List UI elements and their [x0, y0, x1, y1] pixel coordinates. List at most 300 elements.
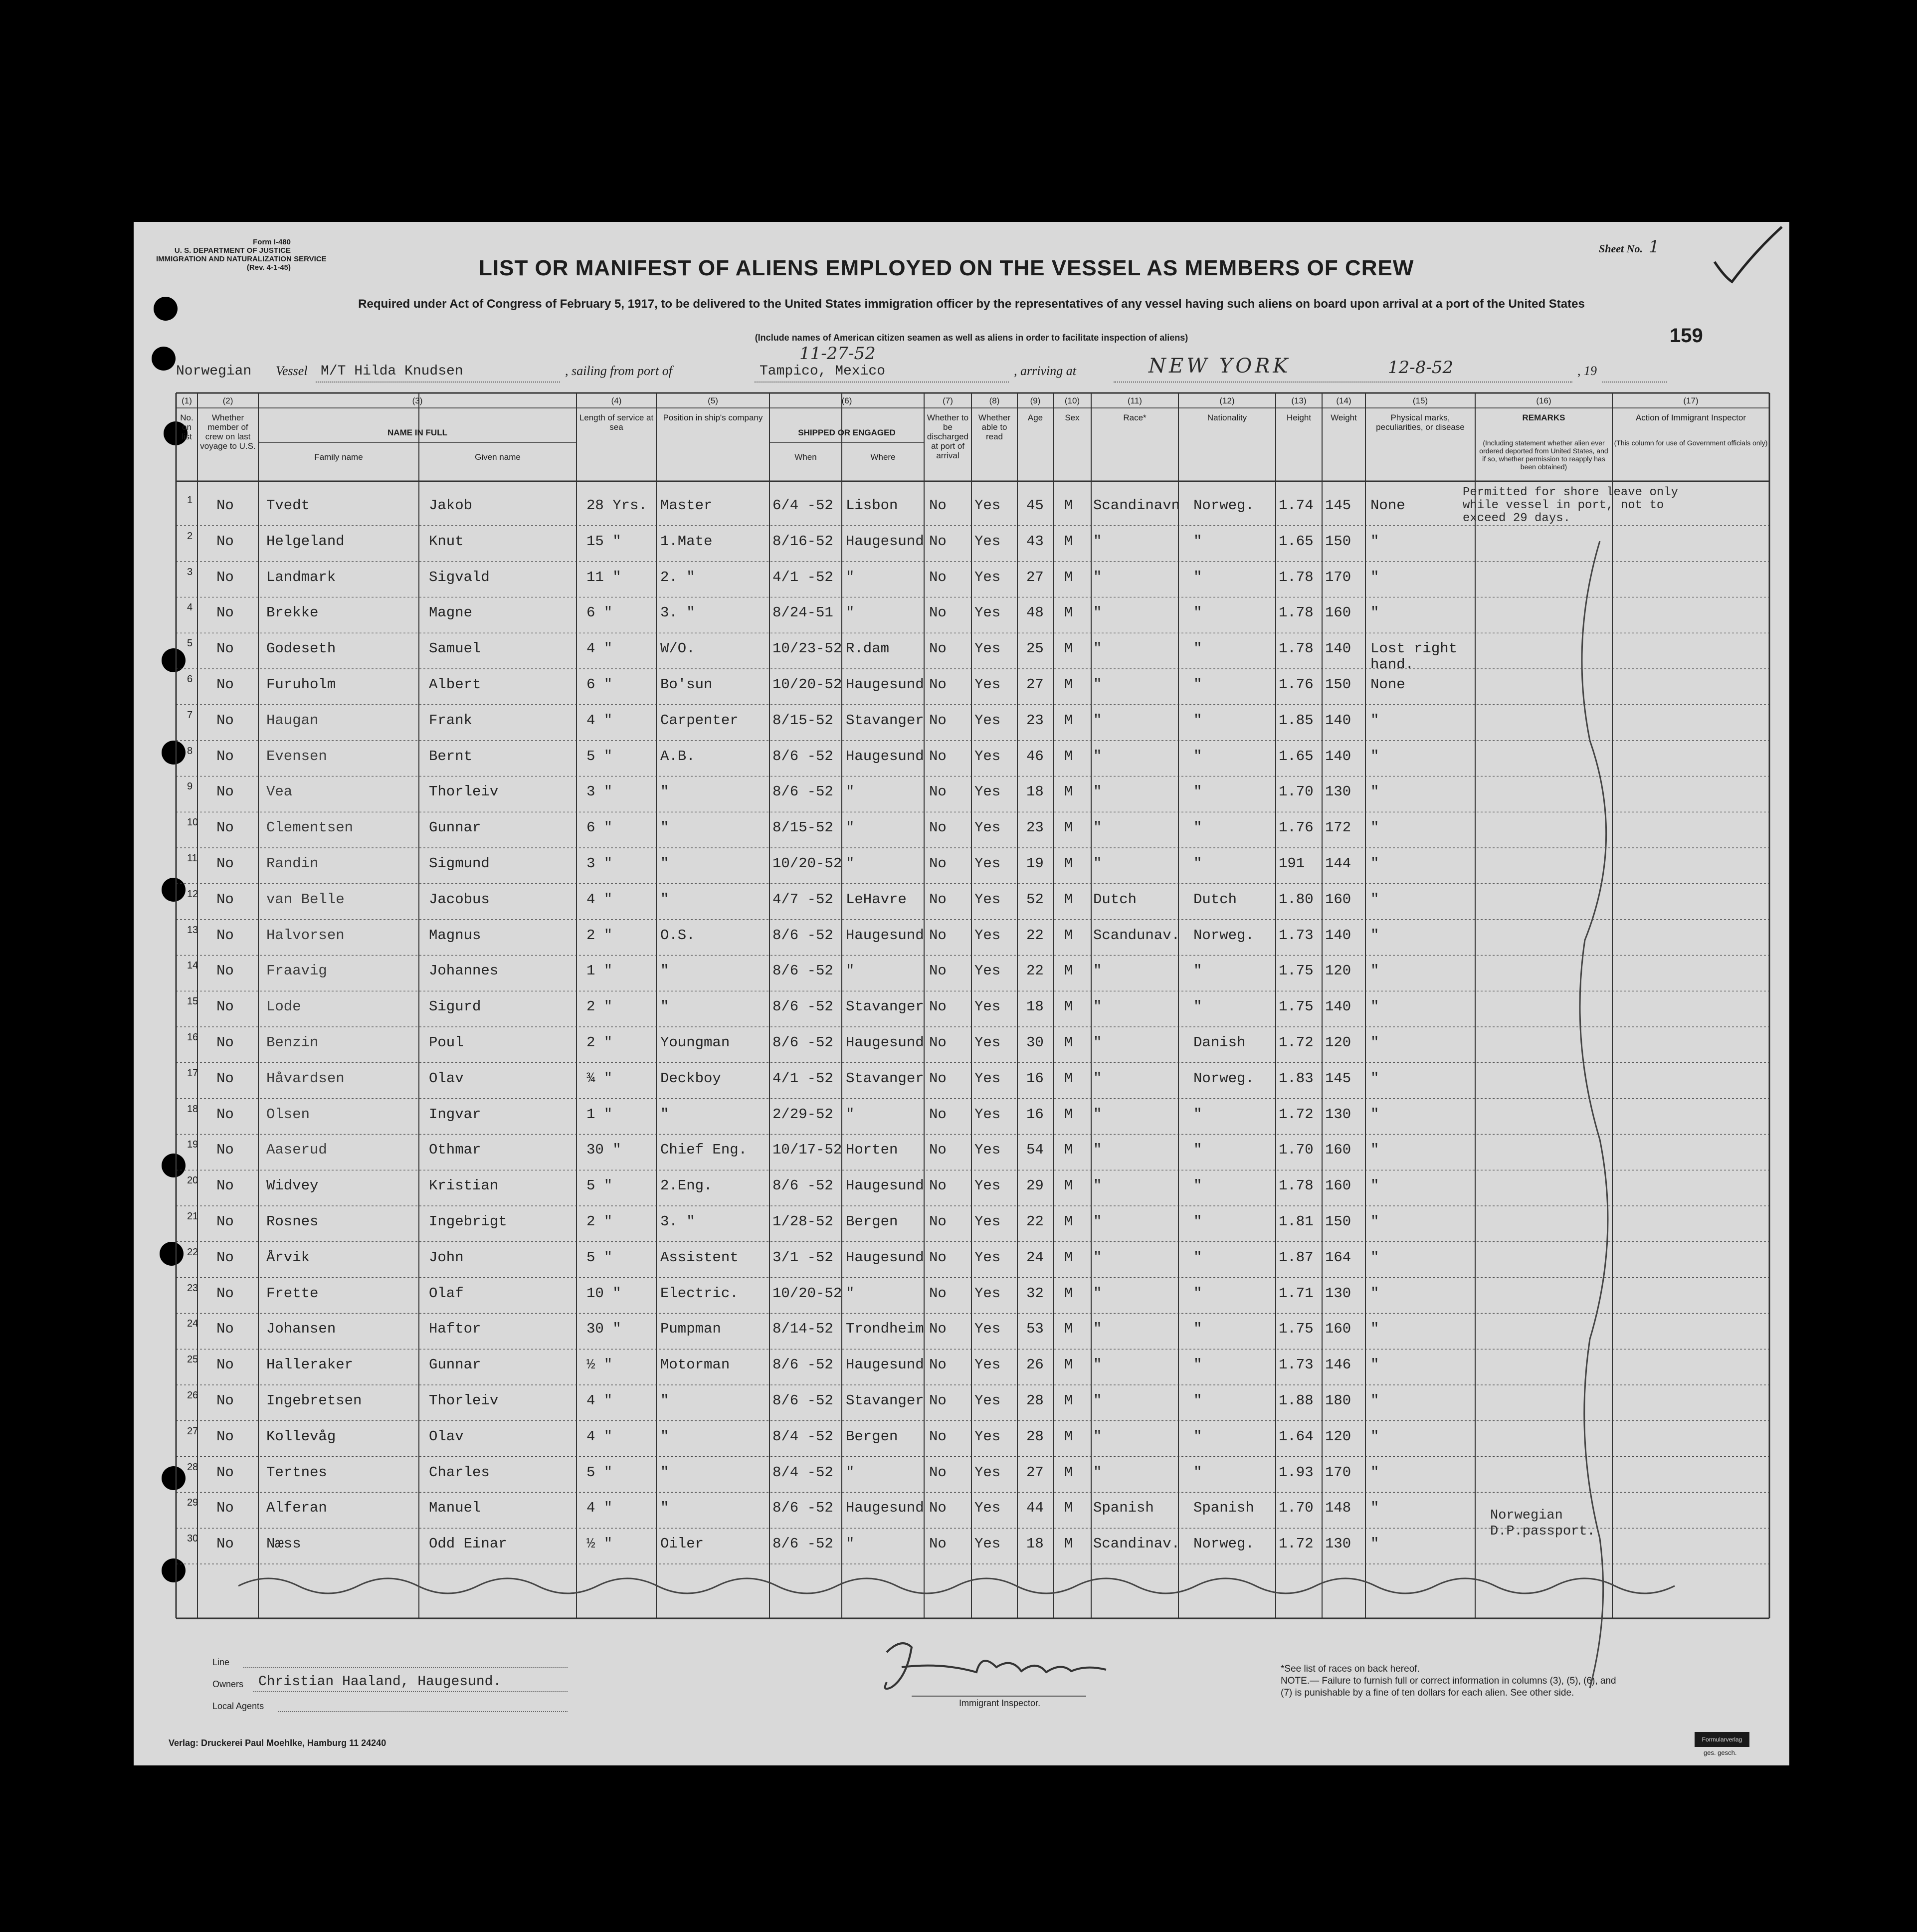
cell-service: 11 " [586, 569, 621, 585]
row-number: 2 [187, 530, 193, 542]
cell-race: " [1093, 1428, 1102, 1445]
vessel-label: Vessel [276, 364, 308, 378]
cell-when: 2/29-52 [772, 1106, 833, 1123]
cell-disch: No [929, 604, 947, 621]
cell-crew: No [216, 927, 234, 944]
cell-where: Haugesund [846, 533, 924, 550]
column-header: Nationality [1207, 413, 1247, 422]
cell-crew: No [216, 748, 234, 765]
cell-when: 10/17-52 [772, 1142, 842, 1159]
row-number: 23 [187, 1282, 198, 1294]
cell-crew: No [216, 1428, 234, 1445]
cell-age: 24 [1026, 1249, 1044, 1266]
cell-age: 18 [1026, 783, 1044, 800]
cell-sex: M [1064, 819, 1073, 836]
table-row [134, 996, 1789, 1035]
year-label: , 19 [1577, 364, 1597, 378]
row-number: 12 [187, 888, 198, 900]
cell-height: 1.70 [1279, 1142, 1314, 1159]
table-row [134, 1246, 1789, 1286]
cell-marks: Lost right hand. [1370, 640, 1458, 673]
check-mark-icon [1710, 222, 1784, 292]
cell-height: 191 [1279, 855, 1305, 872]
cell-sex: M [1064, 998, 1073, 1015]
cell-family: Brekke [266, 604, 319, 621]
cell-marks: " [1370, 783, 1379, 800]
cell-service: 6 " [586, 819, 613, 836]
cell-position: Deckboy [660, 1070, 721, 1087]
cell-read: Yes [974, 1464, 1001, 1481]
cell-marks: " [1370, 1070, 1379, 1087]
cell-weight: 145 [1325, 497, 1351, 514]
cell-when: 8/6 -52 [772, 1356, 833, 1373]
cell-weight: 130 [1325, 783, 1351, 800]
cell-marks: " [1370, 1142, 1379, 1159]
cell-sex: M [1064, 1070, 1073, 1087]
cell-where: Lisbon [846, 497, 898, 514]
cell-disch: No [929, 855, 947, 872]
cell-disch: No [929, 1285, 947, 1302]
row-number: 11 [187, 853, 197, 864]
cell-sex: M [1064, 533, 1073, 550]
cell-read: Yes [974, 1249, 1001, 1266]
inspector-signature [872, 1632, 1111, 1697]
footer-owners-label: Owners [212, 1679, 244, 1689]
cell-where: Stavanger [846, 1392, 924, 1409]
cell-position: Motorman [660, 1356, 730, 1373]
cell-crew: No [216, 963, 234, 979]
cell-age: 18 [1026, 998, 1044, 1015]
cell-crew: No [216, 1500, 234, 1517]
cell-family: Årvik [266, 1249, 310, 1266]
cell-disch: No [929, 1536, 947, 1552]
cell-service: 15 " [586, 533, 621, 550]
cell-position: " [660, 963, 669, 979]
table-row [134, 530, 1789, 570]
cell-sex: M [1064, 569, 1073, 585]
cell-nat: " [1193, 1142, 1202, 1159]
cell-age: 45 [1026, 497, 1044, 514]
column-header: Whether able to read [978, 413, 1011, 441]
form-number: Form I-480 [253, 238, 291, 246]
cell-nat: " [1193, 676, 1202, 693]
column-header: Physical marks, peculiarities, or disease [1376, 413, 1465, 432]
cell-position: " [660, 1428, 669, 1445]
cell-where: " [846, 604, 855, 621]
cell-marks: " [1370, 1249, 1379, 1266]
cell-weight: 140 [1325, 712, 1351, 729]
cell-service: ½ " [586, 1356, 613, 1373]
row-number: 19 [187, 1139, 198, 1151]
cell-given: Ingebrigt [429, 1213, 507, 1230]
cell-weight: 160 [1325, 1177, 1351, 1194]
cell-nat: " [1193, 963, 1202, 979]
table-row [134, 853, 1789, 892]
stamp-text: Formularverlag [1702, 1736, 1742, 1743]
column-header-detail: (Including statement whether alien ever ordered deported from United States, and if so, whether permission to reapply has been obtained) [1479, 439, 1608, 471]
cell-nat: Norweg. [1193, 1536, 1254, 1552]
cell-disch: No [929, 1428, 947, 1445]
cell-crew: No [216, 1213, 234, 1230]
cell-disch: No [929, 1392, 947, 1409]
form-title: LIST OR MANIFEST OF ALIENS EMPLOYED ON THE VESSEL AS MEMBERS OF CREW [479, 256, 1414, 280]
cell-crew: No [216, 998, 234, 1015]
cell-disch: No [929, 1500, 947, 1517]
cell-age: 30 [1026, 1034, 1044, 1051]
cell-where: " [846, 963, 855, 979]
cell-weight: 130 [1325, 1536, 1351, 1552]
inspector-label: Immigrant Inspector. [959, 1698, 1041, 1708]
revision: (Rev. 4-1-45) [246, 263, 291, 272]
cell-given: Bernt [429, 748, 473, 765]
cell-height: 1.83 [1279, 1070, 1314, 1087]
cell-when: 8/15-52 [772, 712, 833, 729]
column-number: (10) [1064, 396, 1080, 405]
cell-when: 6/4 -52 [772, 497, 833, 514]
cell-when: 8/14-52 [772, 1321, 833, 1338]
cell-position: " [660, 855, 669, 872]
cell-read: Yes [974, 1142, 1001, 1159]
cell-age: 23 [1026, 819, 1044, 836]
arriving-label: , arriving at [1014, 364, 1076, 378]
cell-family: Kollevåg [266, 1428, 336, 1445]
cell-sex: M [1064, 855, 1073, 872]
cell-race: " [1093, 569, 1102, 585]
cell-position: Chief Eng. [660, 1142, 748, 1159]
cell-family: Olsen [266, 1106, 310, 1123]
cell-height: 1.64 [1279, 1428, 1314, 1445]
cell-disch: No [929, 1106, 947, 1123]
cell-service: 4 " [586, 1428, 613, 1445]
cell-read: Yes [974, 1356, 1001, 1373]
cell-race: Spanish [1093, 1500, 1154, 1517]
cell-weight: 140 [1325, 748, 1351, 765]
remark-row-29: Norwegian D.P.passport. [1490, 1508, 1595, 1539]
table-row [134, 924, 1789, 964]
column-header: Sex [1065, 413, 1080, 422]
cell-height: 1.73 [1279, 927, 1314, 944]
cell-marks: " [1370, 1285, 1379, 1302]
column-number: (2) [222, 396, 233, 405]
table-row [134, 1282, 1789, 1322]
cell-marks: " [1370, 1213, 1379, 1230]
column-number: (11) [1128, 396, 1142, 405]
cell-family: Johansen [266, 1321, 336, 1338]
row-number: 25 [187, 1354, 198, 1365]
table-row [134, 1533, 1789, 1572]
cell-race: " [1093, 640, 1102, 657]
cell-position: " [660, 1464, 669, 1481]
table-row [134, 1211, 1789, 1250]
remark-wave-line [1570, 541, 1630, 1818]
cell-weight: 170 [1325, 569, 1351, 585]
cell-marks: " [1370, 998, 1379, 1015]
cell-height: 1.65 [1279, 533, 1314, 550]
cell-nat: Dutch [1193, 891, 1237, 908]
cell-nat: " [1193, 1106, 1202, 1123]
row-number: 18 [187, 1103, 198, 1115]
cell-age: 19 [1026, 855, 1044, 872]
cell-when: 4/1 -52 [772, 1070, 833, 1087]
cell-nat: Norweg. [1193, 927, 1254, 944]
cell-marks: None [1370, 497, 1405, 514]
cell-where: " [846, 1285, 855, 1302]
cell-race: " [1093, 748, 1102, 765]
cell-race: " [1093, 1034, 1102, 1051]
cell-where: Haugesund [846, 1034, 924, 1051]
column-number: (1) [182, 396, 192, 405]
cell-read: Yes [974, 855, 1001, 872]
table-row [134, 1461, 1789, 1501]
cell-given: Magnus [429, 927, 481, 944]
cell-crew: No [216, 533, 234, 550]
cell-marks: " [1370, 569, 1379, 585]
cell-crew: No [216, 1070, 234, 1087]
cell-position: 3. " [660, 1213, 695, 1230]
cell-when: 8/15-52 [772, 819, 833, 836]
cell-nat: " [1193, 569, 1202, 585]
cell-weight: 160 [1325, 604, 1351, 621]
column-number: (3) [412, 396, 423, 405]
cell-age: 32 [1026, 1285, 1044, 1302]
cell-height: 1.70 [1279, 783, 1314, 800]
cell-service: 30 " [586, 1142, 621, 1159]
cell-nat: " [1193, 1321, 1202, 1338]
cell-age: 43 [1026, 533, 1044, 550]
cell-read: Yes [974, 1536, 1001, 1552]
cell-given: Haftor [429, 1321, 481, 1338]
row-number: 17 [187, 1067, 198, 1079]
row-number: 5 [187, 638, 193, 649]
cell-family: Benzin [266, 1034, 319, 1051]
cell-crew: No [216, 640, 234, 657]
cell-read: Yes [974, 497, 1001, 514]
cell-height: 1.78 [1279, 604, 1314, 621]
cell-nat: " [1193, 748, 1202, 765]
form-subtitle: Required under Act of Congress of February 5, 1917, to be delivered to the United States immigration officer by the representatives of any vessel having such aliens on board upon arrival at a port of the United States [358, 297, 1585, 311]
cell-disch: No [929, 1034, 947, 1051]
cell-given: Thorleiv [429, 1392, 499, 1409]
cell-where: Haugesund [846, 676, 924, 693]
table-row [134, 1354, 1789, 1393]
cell-given: Albert [429, 676, 481, 693]
cell-where: " [846, 819, 855, 836]
cell-when: 1/28-52 [772, 1213, 833, 1230]
column-number: (7) [943, 396, 953, 405]
cell-sex: M [1064, 604, 1073, 621]
cell-race: " [1093, 963, 1102, 979]
cell-marks: " [1370, 963, 1379, 979]
cell-nat: " [1193, 640, 1202, 657]
cell-disch: No [929, 783, 947, 800]
cell-height: 1.76 [1279, 676, 1314, 693]
cell-position: " [660, 1500, 669, 1517]
cell-family: Ingebretsen [266, 1392, 362, 1409]
cell-race: Scandinavn [1093, 497, 1180, 514]
cell-family: Evensen [266, 748, 327, 765]
footer-owners: Christian Haaland, Haugesund. [258, 1674, 502, 1690]
cell-weight: 145 [1325, 1070, 1351, 1087]
cell-nat: Spanish [1193, 1500, 1254, 1517]
cell-age: 29 [1026, 1177, 1044, 1194]
cell-race: " [1093, 1213, 1102, 1230]
cell-position: " [660, 1106, 669, 1123]
page-number: 159 [1670, 325, 1703, 347]
cell-read: Yes [974, 533, 1001, 550]
cell-family: Næss [266, 1536, 301, 1552]
cell-given: Knut [429, 533, 464, 550]
cell-sex: M [1064, 640, 1073, 657]
cell-service: 1 " [586, 963, 613, 979]
cell-service: 30 " [586, 1321, 621, 1338]
column-number: (17) [1683, 396, 1699, 405]
sailing-port: Tampico, Mexico [760, 364, 886, 379]
cell-disch: No [929, 927, 947, 944]
cell-race: Scandinav. [1093, 1536, 1180, 1552]
cell-nat: " [1193, 1285, 1202, 1302]
cell-given: Olaf [429, 1285, 464, 1302]
cell-family: Fraavig [266, 963, 327, 979]
cell-weight: 140 [1325, 998, 1351, 1015]
footer-line-label: Line [212, 1657, 230, 1667]
cell-read: Yes [974, 1070, 1001, 1087]
cell-when: 8/6 -52 [772, 783, 833, 800]
note-text: — Failure to furnish full or correct information in columns (3), (5), (6), and (7) is punishable by a fine of ten dollars for each alien. See other side. [1281, 1676, 1616, 1698]
cell-service: 2 " [586, 998, 613, 1015]
cell-service: 2 " [586, 927, 613, 944]
cell-height: 1.78 [1279, 1177, 1314, 1194]
row-number: 30 [187, 1533, 198, 1545]
cell-read: Yes [974, 1321, 1001, 1338]
cell-race: " [1093, 1070, 1102, 1087]
cell-sex: M [1064, 748, 1073, 765]
cell-read: Yes [974, 569, 1001, 585]
cell-nat: Danish [1193, 1034, 1246, 1051]
table-row [134, 1103, 1789, 1143]
cell-position: O.S. [660, 927, 695, 944]
cell-where: Haugesund [846, 1249, 924, 1266]
cell-where: Stavanger [846, 998, 924, 1015]
cell-sex: M [1064, 1106, 1073, 1123]
cell-position: Assistent [660, 1249, 739, 1266]
cell-position: W/O. [660, 640, 695, 657]
cell-read: Yes [974, 963, 1001, 979]
cell-race: " [1093, 1249, 1102, 1266]
cell-marks: " [1370, 855, 1379, 872]
cell-read: Yes [974, 783, 1001, 800]
cell-age: 26 [1026, 1356, 1044, 1373]
column-header: Action of Immigrant Inspector [1635, 413, 1746, 422]
table-row [134, 638, 1789, 677]
cell-race: " [1093, 783, 1102, 800]
cell-height: 1.75 [1279, 1321, 1314, 1338]
cell-age: 27 [1026, 1464, 1044, 1481]
cell-weight: 130 [1325, 1285, 1351, 1302]
cell-height: 1.72 [1279, 1536, 1314, 1552]
cell-where: " [846, 855, 855, 872]
cell-when: 8/6 -52 [772, 1034, 833, 1051]
cell-weight: 164 [1325, 1249, 1351, 1266]
printer-imprint: Verlag: Druckerei Paul Moehlke, Hamburg 11 24240 [169, 1738, 386, 1748]
cell-position: Bo'sun [660, 676, 713, 693]
cell-disch: No [929, 712, 947, 729]
cell-position: Carpenter [660, 712, 739, 729]
row-number: 16 [187, 1032, 198, 1043]
cell-weight: 146 [1325, 1356, 1351, 1373]
cell-age: 48 [1026, 604, 1044, 621]
row-number: 4 [187, 602, 193, 613]
cell-disch: No [929, 819, 947, 836]
cell-weight: 140 [1325, 927, 1351, 944]
column-header-given: Given name [475, 452, 521, 462]
cell-sex: M [1064, 1428, 1073, 1445]
cell-read: Yes [974, 604, 1001, 621]
race-note: *See list of races on back hereof. [1281, 1664, 1420, 1674]
cell-crew: No [216, 604, 234, 621]
cell-marks: " [1370, 927, 1379, 944]
column-header: SHIPPED OR ENGAGED [798, 428, 896, 437]
cell-where: Haugesund [846, 1500, 924, 1517]
cell-marks: " [1370, 819, 1379, 836]
table-row [134, 1425, 1789, 1465]
cell-sex: M [1064, 676, 1073, 693]
cell-marks: " [1370, 1428, 1379, 1445]
cell-read: Yes [974, 712, 1001, 729]
cell-position: Pumpman [660, 1321, 721, 1338]
cell-service: 5 " [586, 748, 613, 765]
cell-read: Yes [974, 1428, 1001, 1445]
cell-height: 1.75 [1279, 998, 1314, 1015]
cell-nat: " [1193, 1213, 1202, 1230]
cell-weight: 120 [1325, 963, 1351, 979]
cell-disch: No [929, 748, 947, 765]
row-number: 24 [187, 1318, 198, 1330]
cell-given: Kristian [429, 1177, 499, 1194]
cell-where: LeHavre [846, 891, 907, 908]
cell-weight: 150 [1325, 676, 1351, 693]
cell-read: Yes [974, 1392, 1001, 1409]
cell-height: 1.78 [1279, 569, 1314, 585]
cell-race: " [1093, 604, 1102, 621]
cell-service: 6 " [586, 676, 613, 693]
cell-disch: No [929, 891, 947, 908]
column-header: Age [1027, 413, 1043, 422]
column-header-where: Where [870, 452, 896, 462]
column-number: (14) [1336, 396, 1351, 405]
cell-disch: No [929, 1070, 947, 1087]
cell-height: 1.72 [1279, 1034, 1314, 1051]
footer-agents-label: Local Agents [212, 1701, 264, 1711]
cell-disch: No [929, 1321, 947, 1338]
column-number: (9) [1030, 396, 1041, 405]
cell-service: 3 " [586, 855, 613, 872]
column-header: Position in ship's company [663, 413, 763, 422]
cell-position: " [660, 1392, 669, 1409]
cell-age: 22 [1026, 1213, 1044, 1230]
cell-service: 6 " [586, 604, 613, 621]
cell-marks: " [1370, 604, 1379, 621]
cell-when: 4/7 -52 [772, 891, 833, 908]
row-number: 26 [187, 1390, 198, 1401]
cell-sex: M [1064, 1356, 1073, 1373]
cell-where: Haugesund [846, 1177, 924, 1194]
cell-given: Poul [429, 1034, 464, 1051]
cell-crew: No [216, 712, 234, 729]
cell-family: Godeseth [266, 640, 336, 657]
cell-family: Lode [266, 998, 301, 1015]
cell-sex: M [1064, 1034, 1073, 1051]
cell-height: 1.88 [1279, 1392, 1314, 1409]
